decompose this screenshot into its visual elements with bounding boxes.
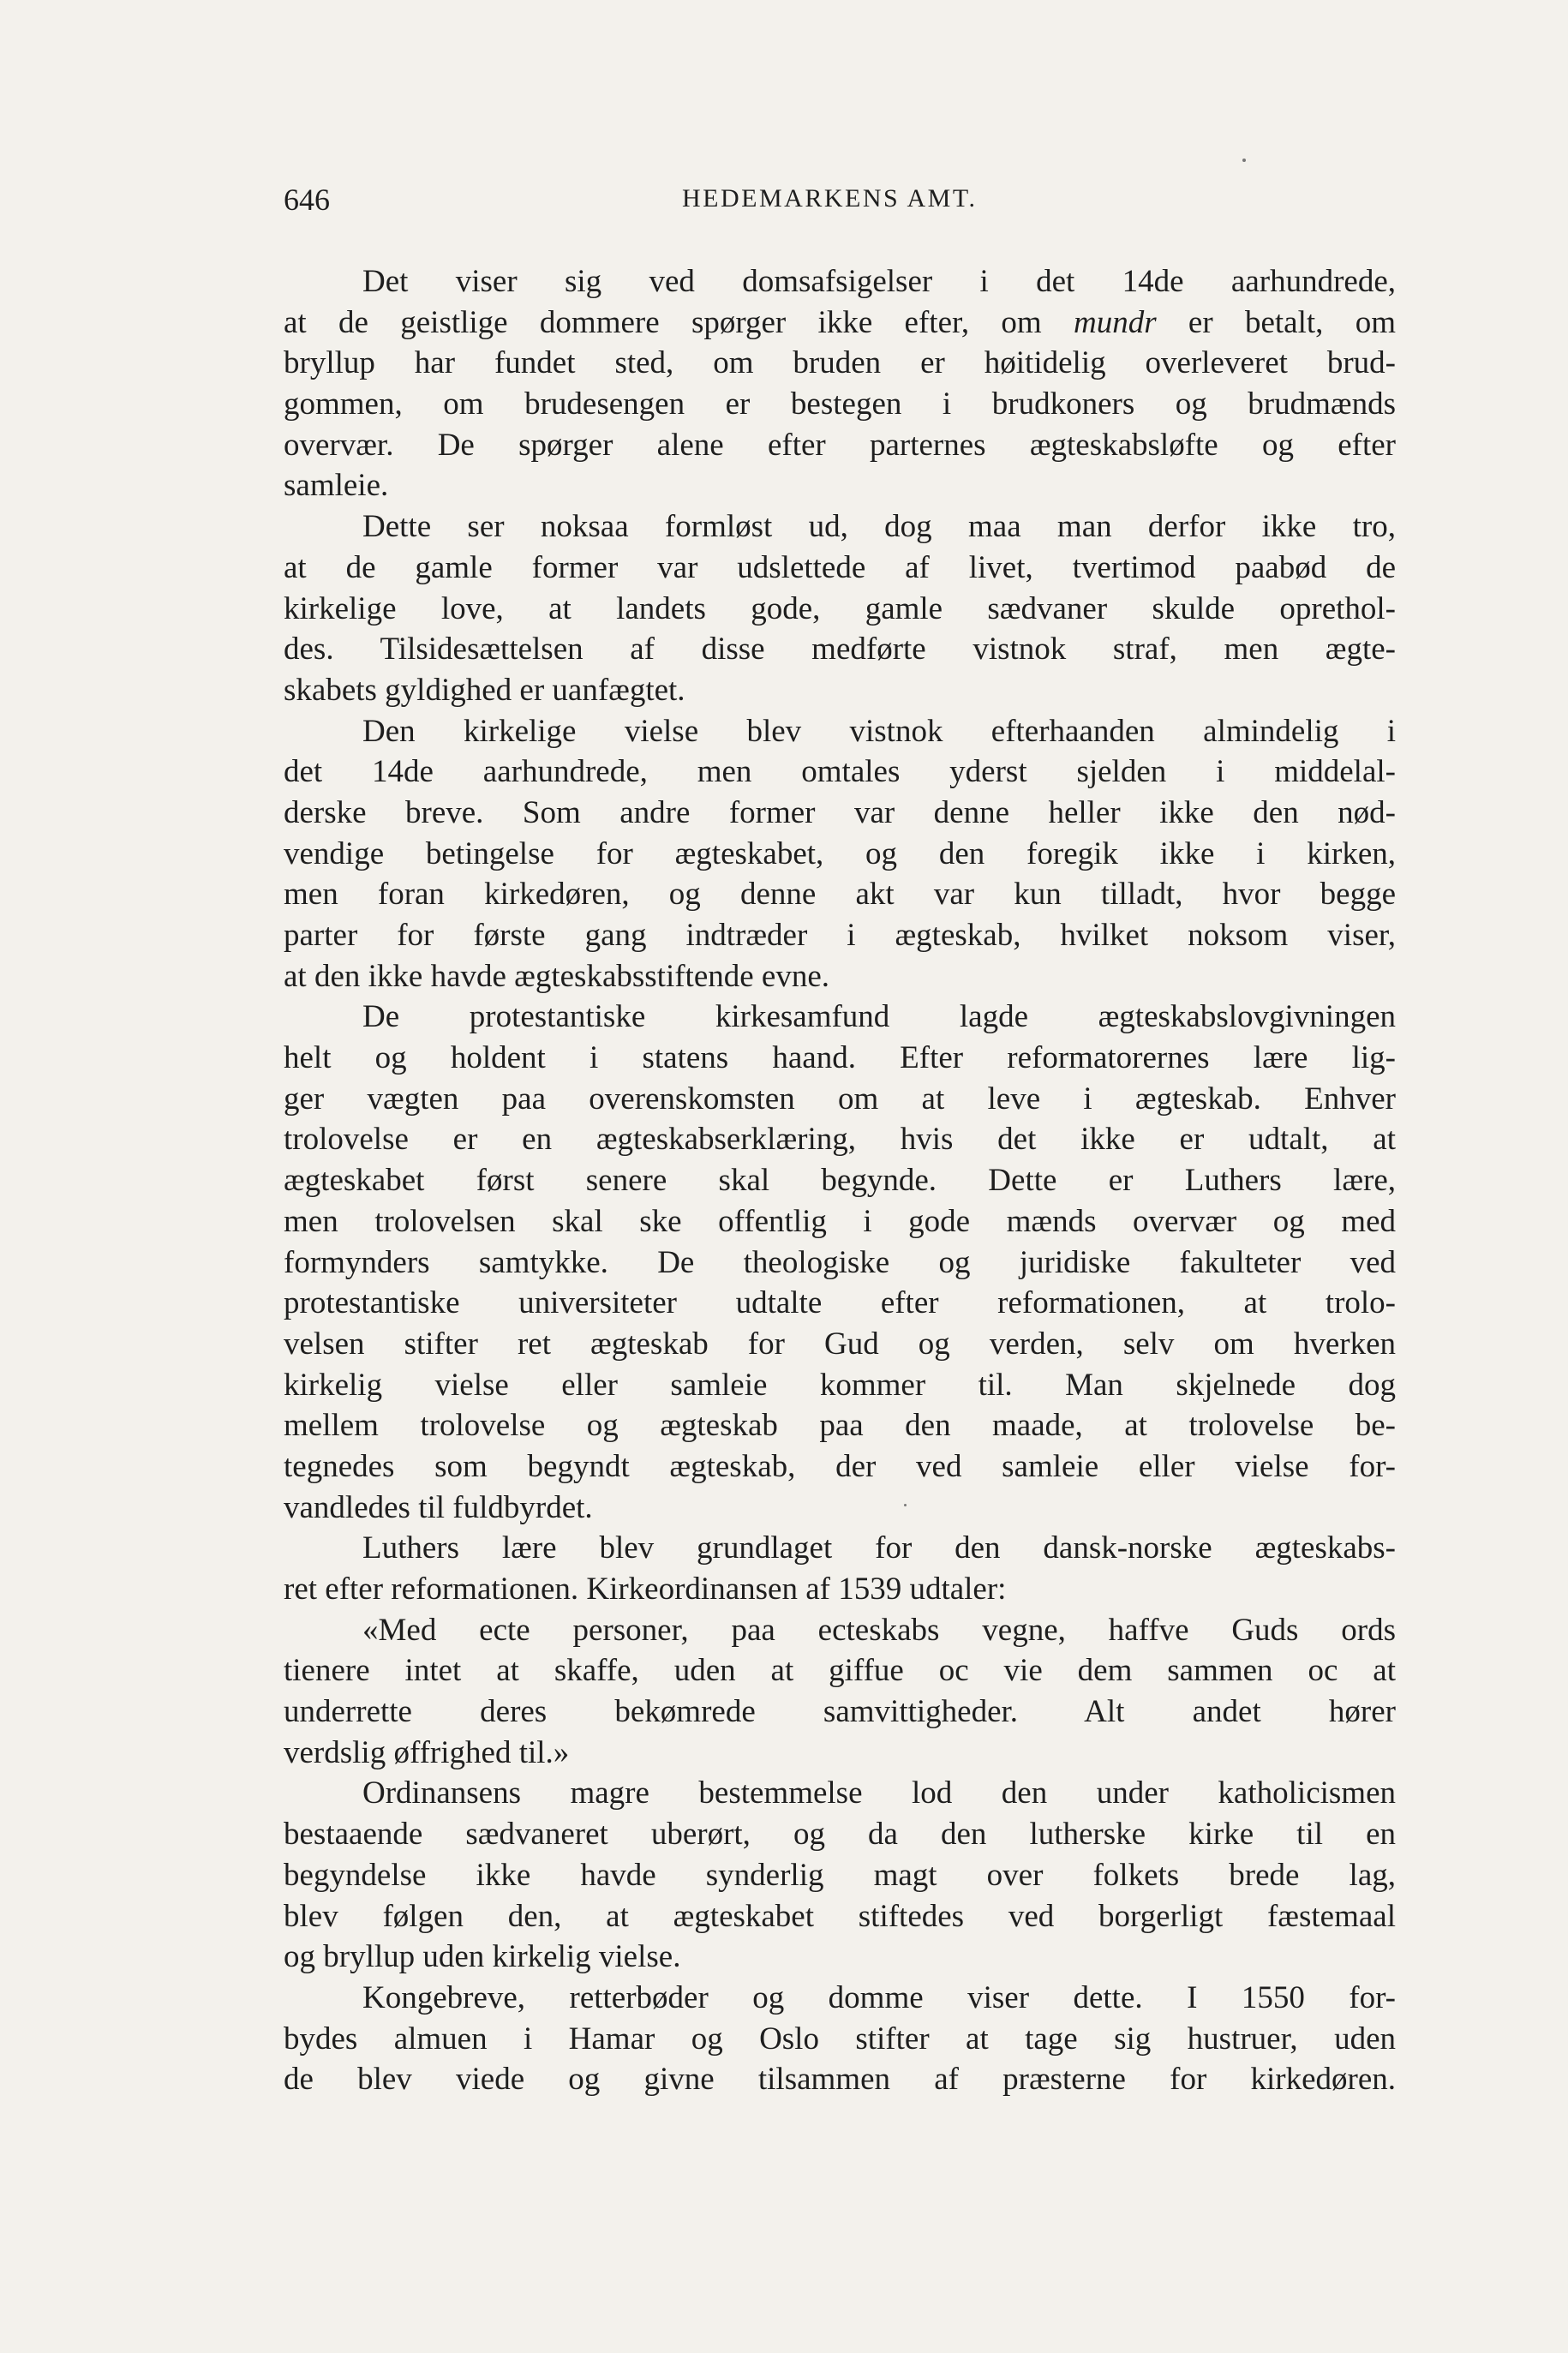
text-line: de blev viede og givne tilsammen af præsterne for kirkedøren. [284, 2062, 1396, 2098]
text-line: det 14de aarhundrede, men omtales yderst sjelden i middelal- [284, 754, 1396, 790]
quote-line: tienere intet at skaffe, uden at giffue oc vie dem sammen oc at [284, 1653, 1396, 1689]
text-line: overvær. De spørger alene efter parternes ægteskabsløfte og efter [284, 427, 1396, 463]
text-line: vandledes til fuldbyrdet. [284, 1489, 593, 1525]
text-line: formynders samtykke. De theologiske og juridiske fakulteter ved [284, 1244, 1396, 1280]
text-line: gommen, om brudesengen er bestegen i brudkoners og brudmænds [284, 386, 1396, 422]
text-line: ægteskabet først senere skal begynde. Dette er Luthers lære, [284, 1163, 1396, 1199]
quote-line: underrette deres bekømrede samvittigheder. Alt andet hører [284, 1694, 1396, 1730]
text-line: De protestantiske kirkesamfund lagde ægteskabslovgivningen [362, 999, 1396, 1035]
text-line: at de gamle former var udslettede af livet, tvertimod paabød de [284, 549, 1396, 585]
text-line: tegnedes som begyndt ægteskab, der ved samleie eller vielse for- [284, 1448, 1396, 1484]
text-line: Ordinansens magre bestemmelse lod den under katholicismen [362, 1775, 1396, 1811]
text-line: begyndelse ikke havde synderlig magt over folkets brede lag, [284, 1857, 1396, 1893]
text-line: trolovelse er en ægteskabserklæring, hvis det ikke er udtalt, at [284, 1122, 1396, 1158]
running-title: HEDEMARKENS AMT. [682, 184, 978, 213]
text-line: at den ikke havde ægteskabsstiftende evne. [284, 958, 830, 994]
page-number: 646 [284, 183, 330, 217]
text-line: at de geistlige dommere spørger ikke efter, om mundr er betalt, om [284, 304, 1396, 340]
speck-mark [1242, 159, 1246, 162]
quote-line: verdslig øffrighed til.» [284, 1734, 570, 1770]
text-line: og bryllup uden kirkelig vielse. [284, 1939, 681, 1975]
text-line: samleie. [284, 468, 389, 504]
text-line: des. Tilsidesættelsen af disse medførte vistnok straf, men ægte- [284, 632, 1396, 668]
text-line: protestantiske universiteter udtalte efter reformationen, at trolo- [284, 1285, 1396, 1321]
text-line: helt og holdent i statens haand. Efter reformatorernes lære lig- [284, 1040, 1396, 1076]
text-line: men trolovelsen skal ske offentlig i gode mænds overvær og med [284, 1203, 1396, 1239]
text-line: parter for første gang indtræder i ægteskab, hvilket noksom viser, [284, 918, 1396, 953]
text-line: bryllup har fundet sted, om bruden er høitidelig overleveret brud- [284, 345, 1396, 381]
quote-line: «Med ecte personer, paa ecteskabs vegne, haffve Guds ords [362, 1612, 1396, 1648]
text-line: velsen stifter ret ægteskab for Gud og verden, selv om hverken [284, 1326, 1396, 1362]
page-header [284, 182, 1396, 216]
text-line: men foran kirkedøren, og denne akt var kun tilladt, hvor begge [284, 877, 1396, 913]
text-line: ret efter reformationen. Kirkeordinansen af 1539 udtaler: [284, 1572, 1007, 1607]
text-line: blev følgen den, at ægteskabet stiftedes ved borgerligt fæstemaal [284, 1898, 1396, 1934]
body-text [284, 261, 1396, 2100]
text-line: Kongebreve, retterbøder og domme viser dette. I 1550 for- [362, 1979, 1396, 2015]
text-line: kirkelig vielse eller samleie kommer til. Man skjelnede dog [284, 1367, 1396, 1403]
text-line: skabets gyldighed er uanfægtet. [284, 672, 685, 708]
text-line: ger vægten paa overenskomsten om at leve i ægteskab. Enhver [284, 1081, 1396, 1117]
text-line: Dette ser noksaa formløst ud, dog maa man derfor ikke tro, [362, 509, 1396, 545]
text-line: Luthers lære blev grundlaget for den dansk-norske ægteskabs- [362, 1530, 1396, 1566]
text-line: bestaaende sædvaneret uberørt, og da den lutherske kirke til en [284, 1817, 1396, 1853]
text-line: kirkelige love, at landets gode, gamle sædvaner skulde oprethol- [284, 590, 1396, 626]
text-line: derske breve. Som andre former var denne heller ikke den nød- [284, 794, 1396, 830]
text-line: vendige betingelse for ægteskabet, og den foregik ikke i kirken, [284, 835, 1396, 871]
text-line: bydes almuen i Hamar og Oslo stifter at tage sig hustruer, uden [284, 2021, 1396, 2057]
text-line: Det viser sig ved domsafsigelser i det 14de aarhundrede, [362, 264, 1396, 299]
text-line: Den kirkelige vielse blev vistnok efterhaanden almindelig i [362, 713, 1396, 749]
text-line: mellem trolovelse og ægteskab paa den maade, at trolovelse be- [284, 1408, 1396, 1444]
